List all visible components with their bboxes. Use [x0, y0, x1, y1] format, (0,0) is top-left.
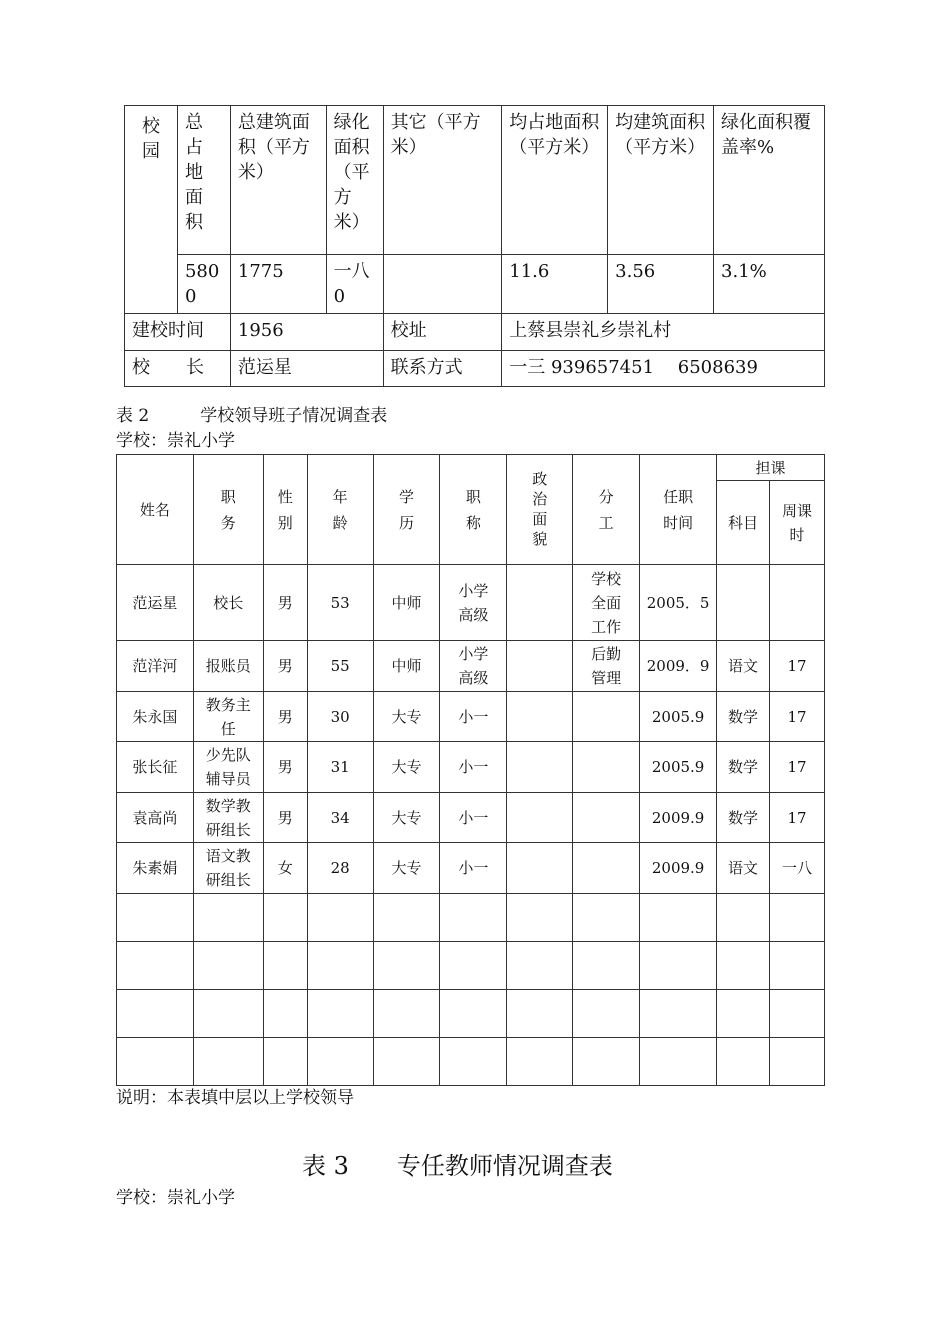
empty-cell [307, 1038, 373, 1086]
empty-cell [373, 894, 440, 942]
cell-duty: 教务主任 [193, 692, 263, 742]
leadership-table [116, 454, 825, 1086]
cell-tenure: 2009.9 [640, 793, 717, 843]
cell-tenure: 2005.9 [640, 742, 717, 793]
value-building-area: 1775 [230, 255, 326, 314]
cell-tenure: 2005．5 [640, 565, 717, 641]
cell-duty: 少先队辅导员 [193, 742, 263, 793]
founded-value: 1956 [230, 314, 383, 351]
header-name: 姓名 [117, 455, 194, 565]
cell-title: 小一 [440, 843, 507, 894]
empty-cell [307, 990, 373, 1038]
cell-duty: 语文教研组长 [193, 843, 263, 894]
cell-age: 28 [307, 843, 373, 894]
table-row [117, 641, 825, 692]
empty-cell [717, 942, 770, 990]
empty-row [117, 942, 825, 990]
cell-name: 张长征 [117, 742, 194, 793]
empty-cell [373, 1038, 440, 1086]
cell-title: 小一 [440, 742, 507, 793]
header-hours: 周课时 [769, 481, 824, 565]
empty-cell [263, 942, 307, 990]
header-building-area: 总建筑面积（平方米） [230, 106, 326, 255]
table2-note: 说明：本表填中层以上学校领导 [116, 1088, 354, 1108]
empty-cell [507, 990, 573, 1038]
empty-cell [193, 894, 263, 942]
header-green-coverage: 绿化面积覆盖率% [714, 106, 825, 255]
cell-education: 大专 [373, 793, 440, 843]
empty-cell [640, 1038, 717, 1086]
cell-age: 53 [307, 565, 373, 641]
cell-gender: 男 [263, 692, 307, 742]
cell-politics [507, 742, 573, 793]
empty-cell [307, 894, 373, 942]
empty-cell [717, 894, 770, 942]
cell-politics [507, 565, 573, 641]
header-avg-land: 均占地面积（平方米） [502, 106, 608, 255]
empty-cell [717, 1038, 770, 1086]
table3-school-line: 学校：崇礼小学 [116, 1188, 235, 1208]
empty-cell [440, 942, 507, 990]
cell-gender: 男 [263, 565, 307, 641]
cell-subject: 数学 [717, 793, 770, 843]
cell-division [573, 742, 640, 793]
header-teaching: 担课 [717, 455, 825, 481]
value-green-area: 一八0 [326, 255, 383, 314]
value-other-area [383, 255, 502, 314]
header-other-area: 其它（平方米） [383, 106, 502, 255]
value-avg-building: 3.56 [608, 255, 714, 314]
cell-gender: 男 [263, 641, 307, 692]
cell-gender: 男 [263, 793, 307, 843]
empty-cell [117, 894, 194, 942]
cell-age: 55 [307, 641, 373, 692]
cell-duty: 数学教研组长 [193, 793, 263, 843]
cell-name: 范运星 [117, 565, 194, 641]
cell-subject [717, 565, 770, 641]
cell-division [573, 793, 640, 843]
address-value: 上蔡县崇礼乡崇礼村 [502, 314, 825, 351]
cell-politics [507, 843, 573, 894]
cell-title: 小学高级 [440, 565, 507, 641]
cell-tenure: 2009.9 [640, 843, 717, 894]
empty-cell [307, 942, 373, 990]
cell-division: 后勤管理 [573, 641, 640, 692]
table3-title: 表 3 专任教师情况调查表 [302, 1152, 613, 1180]
cell-tenure: 2009．9 [640, 641, 717, 692]
table-row [117, 843, 825, 894]
value-green-coverage: 3.1% [714, 255, 825, 314]
empty-cell [440, 990, 507, 1038]
cell-title: 小一 [440, 692, 507, 742]
contact-value: 一三 939657451 6508639 [502, 351, 825, 387]
empty-cell [263, 990, 307, 1038]
empty-cell [440, 1038, 507, 1086]
cell-education: 大专 [373, 843, 440, 894]
cell-gender: 女 [263, 843, 307, 894]
empty-cell [640, 942, 717, 990]
empty-cell [640, 894, 717, 942]
cell-division [573, 692, 640, 742]
cell-subject: 语文 [717, 641, 770, 692]
cell-politics [507, 793, 573, 843]
cell-age: 30 [307, 692, 373, 742]
cell-hours [769, 565, 824, 641]
header-age: 年龄 [307, 455, 373, 565]
empty-cell [263, 1038, 307, 1086]
empty-cell [507, 1038, 573, 1086]
header-total-area: 总占地面积 [177, 106, 230, 255]
cell-name: 朱永国 [117, 692, 194, 742]
table-row [117, 742, 825, 793]
empty-cell [193, 990, 263, 1038]
cell-title: 小学高级 [440, 641, 507, 692]
empty-cell [769, 990, 824, 1038]
cell-division: 学校全面工作 [573, 565, 640, 641]
empty-cell [717, 990, 770, 1038]
cell-name: 袁高尚 [117, 793, 194, 843]
cell-gender: 男 [263, 742, 307, 793]
table-row [117, 692, 825, 742]
empty-cell [507, 942, 573, 990]
empty-cell [507, 894, 573, 942]
empty-cell [573, 990, 640, 1038]
table-row [117, 793, 825, 843]
header-education: 学历 [373, 455, 440, 565]
cell-hours: 17 [769, 793, 824, 843]
empty-row [117, 894, 825, 942]
cell-tenure: 2005.9 [640, 692, 717, 742]
empty-cell [573, 1038, 640, 1086]
cell-name: 朱素娟 [117, 843, 194, 894]
empty-cell [640, 990, 717, 1038]
cell-education: 中师 [373, 641, 440, 692]
empty-cell [117, 942, 194, 990]
cell-age: 31 [307, 742, 373, 793]
header-subject: 科目 [717, 481, 770, 565]
cell-education: 大专 [373, 692, 440, 742]
empty-cell [373, 942, 440, 990]
empty-row [117, 1038, 825, 1086]
header-green-area: 绿化面积（平方米） [326, 106, 383, 255]
header-avg-building: 均建筑面积（平方米） [608, 106, 714, 255]
cell-division [573, 843, 640, 894]
empty-cell [440, 894, 507, 942]
value-avg-land: 11.6 [502, 255, 608, 314]
cell-hours: 17 [769, 692, 824, 742]
table2-school-line: 学校：崇礼小学 [116, 431, 235, 451]
cell-hours: 17 [769, 742, 824, 793]
cell-subject: 数学 [717, 692, 770, 742]
campus-table [124, 105, 825, 387]
empty-cell [193, 942, 263, 990]
header-title: 职称 [440, 455, 507, 565]
header-division: 分工 [573, 455, 640, 565]
cell-duty: 校长 [193, 565, 263, 641]
value-total-area: 5800 [177, 255, 230, 314]
address-label: 校址 [383, 314, 502, 351]
empty-cell [117, 990, 194, 1038]
contact-label: 联系方式 [383, 351, 502, 387]
cell-politics [507, 692, 573, 742]
header-politics: 政治面貌 [507, 455, 573, 565]
cell-education: 中师 [373, 565, 440, 641]
header-gender: 性别 [263, 455, 307, 565]
cell-hours: 一八 [769, 843, 824, 894]
table-row [117, 565, 825, 641]
cell-education: 大专 [373, 742, 440, 793]
cell-hours: 17 [769, 641, 824, 692]
empty-cell [263, 894, 307, 942]
empty-cell [769, 1038, 824, 1086]
empty-cell [573, 894, 640, 942]
empty-cell [769, 894, 824, 942]
header-tenure: 任职时间 [640, 455, 717, 565]
table2-caption: 表 2 学校领导班子情况调查表 [116, 406, 388, 426]
cell-title: 小一 [440, 793, 507, 843]
cell-duty: 报账员 [193, 641, 263, 692]
empty-cell [117, 1038, 194, 1086]
founded-label: 建校时间 [125, 314, 231, 351]
empty-cell [373, 990, 440, 1038]
header-duty: 职务 [193, 455, 263, 565]
cell-politics [507, 641, 573, 692]
campus-row-label: 校园 [125, 106, 178, 314]
empty-cell [193, 1038, 263, 1086]
principal-label: 校 长 [125, 351, 231, 387]
cell-age: 34 [307, 793, 373, 843]
cell-subject: 语文 [717, 843, 770, 894]
cell-subject: 数学 [717, 742, 770, 793]
empty-cell [769, 942, 824, 990]
empty-row [117, 990, 825, 1038]
principal-value: 范运星 [230, 351, 383, 387]
empty-cell [573, 942, 640, 990]
cell-name: 范洋河 [117, 641, 194, 692]
